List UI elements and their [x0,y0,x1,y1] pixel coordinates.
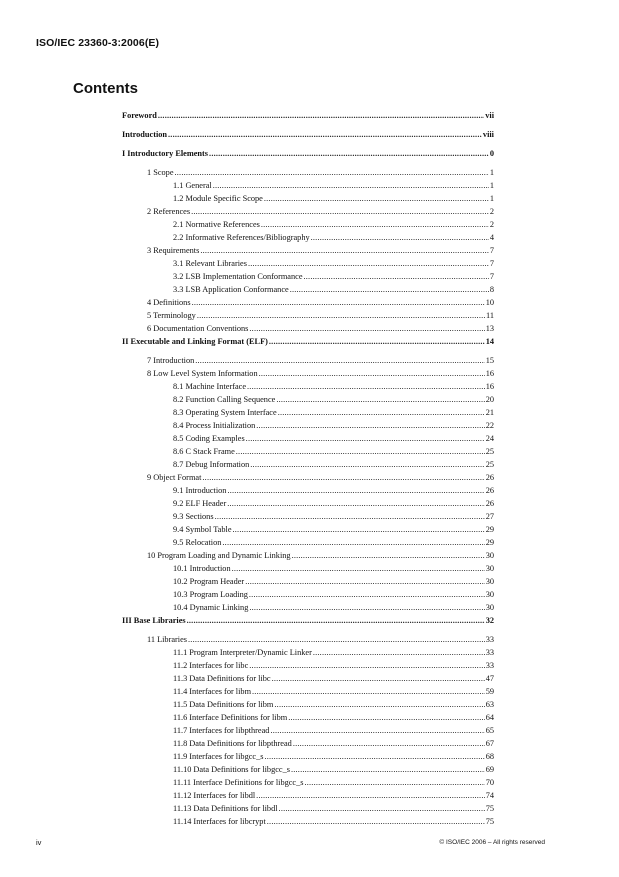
toc-entry[interactable] [122,432,494,445]
toc-dot-leader [269,335,485,348]
toc-entry[interactable] [122,575,494,588]
toc-entry-label: 10.3 Program Loading [173,590,248,599]
toc-entry[interactable] [122,815,494,828]
toc-entry-label: 8 Low Level System Information [147,369,258,378]
toc-dot-leader [247,380,485,393]
toc-entry-label: 9.1 Introduction [173,486,227,495]
toc-entry-page: 24 [485,434,494,443]
toc-dot-leader [291,763,485,776]
toc-dot-leader [264,192,489,205]
toc-entry[interactable] [122,179,494,192]
toc-entry[interactable] [122,128,494,141]
toc-entry-page: 63 [485,700,494,709]
toc-entry[interactable] [122,549,494,562]
toc-dot-leader [233,523,485,536]
toc-entry-label: I Introductory Elements [122,149,209,158]
toc-entry[interactable] [122,147,494,160]
toc-entry[interactable] [122,789,494,802]
toc-entry-page: 2 [489,220,494,229]
toc-entry-page: 64 [485,713,494,722]
toc-entry-label: 1.1 General [173,181,212,190]
toc-dot-leader [248,257,489,270]
toc-entry-label: Foreword [122,111,157,120]
toc-entry-page: 7 [489,246,494,255]
toc-entry-label: 11.2 Interfaces for libc [173,661,249,670]
toc-dot-leader [200,244,489,257]
toc-entry-page: 27 [485,512,494,521]
footer-copyright: © ISO/IEC 2006 – All rights reserved [439,839,545,846]
toc-dot-leader [236,445,485,458]
toc-entry[interactable] [122,244,494,257]
toc-entry-page: 7 [489,272,494,281]
toc-entry[interactable] [122,802,494,815]
footer-page-number: iv [36,838,42,847]
toc-dot-leader [246,432,485,445]
toc-entry[interactable] [122,510,494,523]
toc-entry-label: 3.2 LSB Implementation Conformance [173,272,303,281]
toc-entry-label: 9.4 Symbol Table [173,525,232,534]
toc-entry-label: 8.2 Function Calling Sequence [173,395,276,404]
toc-entry-page: 29 [485,538,494,547]
toc-entry-page: 16 [485,369,494,378]
toc-dot-leader [195,354,484,367]
toc-entry[interactable] [122,367,494,380]
toc-entry-page: 20 [485,395,494,404]
toc-entry[interactable] [122,601,494,614]
toc-entry-page: 32 [485,616,494,625]
toc-dot-leader [249,601,484,614]
toc-entry-page: 1 [489,194,494,203]
toc-entry[interactable] [122,484,494,497]
toc-entry-label: 10 Program Loading and Dynamic Linking [147,551,291,560]
toc-entry[interactable] [122,536,494,549]
toc-entry-page: 33 [485,661,494,670]
toc-dot-leader [304,776,484,789]
toc-entry[interactable] [122,659,494,672]
toc-entry[interactable] [122,763,494,776]
toc-entry[interactable] [122,750,494,763]
toc-entry-label: 9.2 ELF Header [173,499,227,508]
toc-entry-label: 1.2 Module Specific Scope [173,194,263,203]
toc-entry[interactable] [122,614,494,627]
toc-entry[interactable] [122,166,494,179]
toc-entry-label: 2.2 Informative References/Bibliography [173,233,310,242]
toc-entry[interactable] [122,672,494,685]
toc-entry-label: 11.7 Interfaces for libpthread [173,726,270,735]
toc-entry-page: 75 [485,817,494,826]
toc-entry-page: 2 [489,207,494,216]
toc-entry-page: 10 [485,298,494,307]
toc-entry-page: 30 [485,590,494,599]
toc-entry-page: 22 [485,421,494,430]
toc-entry[interactable] [122,588,494,601]
toc-dot-leader [256,789,485,802]
toc-dot-leader [168,128,482,141]
toc-entry-page: 33 [485,635,494,644]
toc-entry-page: 26 [485,473,494,482]
toc-entry-label: 11.9 Interfaces for libgcc_s [173,752,264,761]
toc-entry[interactable] [122,270,494,283]
toc-entry-label: 2 References [147,207,191,216]
toc-entry-label: 8.1 Machine Interface [173,382,247,391]
toc-entry-page: 75 [485,804,494,813]
document-identifier: ISO/IEC 23360-3:2006(E) [36,37,160,49]
toc-entry[interactable] [122,109,494,122]
toc-dot-leader [313,646,485,659]
toc-entry-page: 13 [485,324,494,333]
toc-entry-page: 14 [485,337,494,346]
toc-dot-leader [279,802,485,815]
toc-entry-label: 11.5 Data Definitions for libm [173,700,274,709]
toc-entry-label: 11.11 Interface Definitions for libgcc_s [173,778,304,787]
toc-entry-page: 59 [485,687,494,696]
toc-dot-leader [311,231,489,244]
toc-entry[interactable] [122,257,494,270]
toc-entry-label: 8.7 Debug Information [173,460,250,469]
toc-entry-page: 26 [485,499,494,508]
toc-entry-page: 30 [485,551,494,560]
toc-entry[interactable] [122,698,494,711]
table-of-contents [122,109,494,828]
toc-entry-page: 15 [485,356,494,365]
toc-dot-leader [215,510,485,523]
toc-entry-label: 9.3 Sections [173,512,214,521]
toc-dot-leader [264,750,484,763]
toc-dot-leader [290,283,489,296]
toc-dot-leader [278,406,485,419]
toc-entry-label: 8.3 Operating System Interface [173,408,277,417]
toc-entry-page: 25 [485,447,494,456]
toc-dot-leader [197,309,485,322]
toc-entry[interactable] [122,562,494,575]
toc-dot-leader [222,536,484,549]
toc-entry-page: 7 [489,259,494,268]
toc-dot-leader [188,633,485,646]
toc-entry-label: 10.2 Program Header [173,577,245,586]
toc-dot-leader [288,711,485,724]
toc-entry-label: 3 Requirements [147,246,200,255]
toc-entry[interactable] [122,445,494,458]
toc-entry[interactable] [122,419,494,432]
toc-entry-label: 6 Documentation Conventions [147,324,249,333]
toc-dot-leader [175,166,489,179]
toc-entry[interactable] [122,231,494,244]
toc-entry-label: 11.14 Interfaces for libcrypt [173,817,266,826]
toc-entry-label: 8.6 C Stack Frame [173,447,235,456]
toc-dot-leader [249,588,485,601]
toc-entry-label: 3.1 Relevant Libraries [173,259,247,268]
toc-dot-leader [202,471,484,484]
toc-entry-label: 2.1 Normative References [173,220,260,229]
toc-entry[interactable] [122,633,494,646]
toc-entry-page: 65 [485,726,494,735]
toc-entry-label: 11 Libraries [147,635,188,644]
toc-entry-page: 8 [489,285,494,294]
toc-dot-leader [250,458,484,471]
toc-entry-label: 8.5 Coding Examples [173,434,245,443]
toc-entry[interactable] [122,406,494,419]
toc-entry[interactable] [122,685,494,698]
toc-dot-leader [252,685,485,698]
toc-entry[interactable] [122,380,494,393]
toc-dot-leader [256,419,484,432]
toc-entry[interactable] [122,393,494,406]
toc-entry-page: vii [485,111,494,120]
toc-entry-label: 3.3 LSB Application Conformance [173,285,289,294]
toc-entry[interactable] [122,471,494,484]
toc-dot-leader [191,205,489,218]
toc-entry-page: 70 [485,778,494,787]
toc-entry[interactable] [122,724,494,737]
toc-entry-label: 4 Definitions [147,298,191,307]
toc-entry-page: 67 [485,739,494,748]
toc-entry[interactable] [122,776,494,789]
toc-entry-page: 25 [485,460,494,469]
toc-entry-page: 1 [489,181,494,190]
toc-entry[interactable] [122,711,494,724]
toc-entry-label: Introduction [122,130,168,139]
toc-entry-page: 33 [485,648,494,657]
toc-entry-label: II Executable and Linking Format (ELF) [122,337,268,346]
toc-entry-label: 9.5 Relocation [173,538,222,547]
toc-entry-label: 11.10 Data Definitions for libgcc_s [173,765,290,774]
toc-dot-leader [249,322,484,335]
toc-dot-leader [274,698,484,711]
toc-dot-leader [187,614,485,627]
toc-entry-page: 69 [485,765,494,774]
toc-dot-leader [245,575,485,588]
toc-entry[interactable] [122,192,494,205]
toc-entry-label: 8.4 Process Initialization [173,421,256,430]
toc-entry-label: 10.4 Dynamic Linking [173,603,249,612]
toc-dot-leader [261,218,489,231]
toc-entry-page: 30 [485,603,494,612]
toc-dot-leader [213,179,489,192]
toc-entry[interactable] [122,335,494,348]
toc-entry-page: 16 [485,382,494,391]
toc-dot-leader [292,549,485,562]
toc-entry[interactable] [122,523,494,536]
toc-entry[interactable] [122,497,494,510]
toc-entry-label: 10.1 Introduction [173,564,231,573]
toc-entry-label: III Base Libraries [122,616,186,625]
toc-entry-page: 21 [485,408,494,417]
toc-dot-leader [192,296,485,309]
toc-entry-page: 0 [489,149,494,158]
toc-dot-leader [232,562,485,575]
toc-entry-page: 47 [485,674,494,683]
toc-entry-label: 1 Scope [147,168,174,177]
toc-entry-label: 7 Introduction [147,356,195,365]
toc-entry[interactable] [122,322,494,335]
toc-dot-leader [304,270,489,283]
toc-dot-leader [158,109,484,122]
toc-entry-label: 11.6 Interface Definitions for libm [173,713,288,722]
toc-entry[interactable] [122,458,494,471]
toc-entry[interactable] [122,296,494,309]
page-title: Contents [73,80,138,97]
toc-dot-leader [272,672,485,685]
toc-entry-label: 11.1 Program Interpreter/Dynamic Linker [173,648,312,657]
toc-dot-leader [227,484,484,497]
toc-entry[interactable] [122,283,494,296]
toc-entry[interactable] [122,737,494,750]
toc-dot-leader [276,393,484,406]
toc-entry-page: 68 [485,752,494,761]
toc-dot-leader [209,147,489,160]
toc-entry-page: 1 [489,168,494,177]
toc-entry-label: 11.4 Interfaces for libm [173,687,252,696]
toc-entry-page: 74 [485,791,494,800]
toc-dot-leader [227,497,484,510]
toc-dot-leader [259,367,485,380]
toc-entry-label: 11.8 Data Definitions for libpthread [173,739,292,748]
toc-entry-label: 5 Terminology [147,311,196,320]
toc-entry-label: 11.13 Data Definitions for libdl [173,804,278,813]
toc-entry[interactable] [122,354,494,367]
toc-entry-page: 4 [489,233,494,242]
toc-dot-leader [249,659,484,672]
toc-entry-label: 9 Object Format [147,473,202,482]
toc-entry[interactable] [122,309,494,322]
toc-entry-label: 11.3 Data Definitions for libc [173,674,271,683]
toc-entry-page: 30 [485,577,494,586]
toc-dot-leader [267,815,485,828]
toc-entry-label: 11.12 Interfaces for libdl [173,791,256,800]
toc-entry-page: 30 [485,564,494,573]
toc-entry-page: 29 [485,525,494,534]
toc-entry-page: 26 [485,486,494,495]
toc-entry[interactable] [122,205,494,218]
toc-entry-page: 11 [486,311,494,320]
toc-entry[interactable] [122,646,494,659]
toc-entry[interactable] [122,218,494,231]
toc-dot-leader [293,737,485,750]
toc-entry-page: viii [482,130,494,139]
toc-dot-leader [270,724,484,737]
